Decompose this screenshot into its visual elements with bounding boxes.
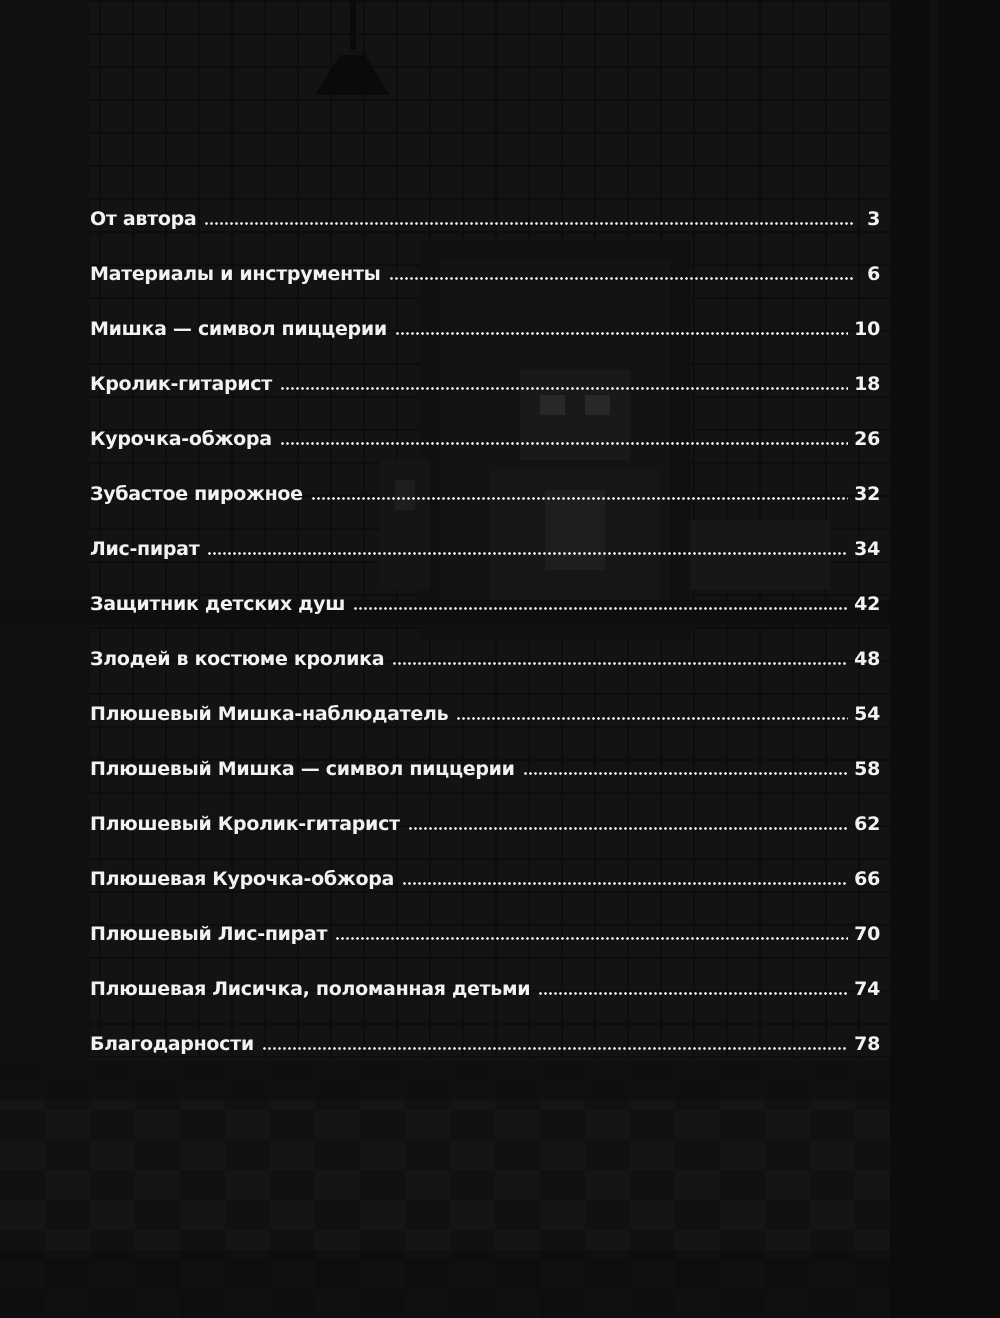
toc-entry[interactable] xyxy=(90,341,880,396)
toc-entry[interactable] xyxy=(90,286,880,341)
dot-leader xyxy=(280,387,848,390)
toc-entry-title: Плюшевый Кролик-гитарист xyxy=(90,813,400,835)
toc-entry-page: 48 xyxy=(854,648,880,670)
toc-entry-page: 10 xyxy=(854,318,880,340)
toc-entry[interactable] xyxy=(90,1001,880,1056)
dot-leader xyxy=(523,772,848,775)
toc-entry-page: 58 xyxy=(854,758,880,780)
dot-leader xyxy=(353,607,848,610)
toc-entry[interactable] xyxy=(90,451,880,506)
toc-entry[interactable] xyxy=(90,506,880,561)
toc-entry-title: Курочка-обжора xyxy=(90,428,272,450)
dot-leader xyxy=(207,552,848,555)
dot-leader xyxy=(311,497,848,500)
toc-entry[interactable] xyxy=(90,176,880,231)
toc-entry-title: Материалы и инструменты xyxy=(90,263,381,285)
dot-leader xyxy=(395,332,848,335)
toc-entry-title: От автора xyxy=(90,208,197,230)
dot-leader xyxy=(335,937,848,940)
toc-entry-page: 18 xyxy=(854,373,880,395)
toc-entry-title: Лис-пират xyxy=(90,538,200,560)
dot-leader xyxy=(408,827,848,830)
toc-entry-title: Плюшевый Мишка — символ пиццерии xyxy=(90,758,515,780)
toc-entry-title: Благодарности xyxy=(90,1033,254,1055)
dot-leader xyxy=(262,1047,848,1050)
dot-leader xyxy=(392,662,848,665)
toc-entry-page: 6 xyxy=(867,263,880,285)
toc-entry-title: Зубастое пирожное xyxy=(90,483,303,505)
toc-entry[interactable] xyxy=(90,396,880,451)
toc-entry[interactable] xyxy=(90,231,880,286)
toc-entry-page: 78 xyxy=(854,1033,880,1055)
toc-entry-title: Злодей в костюме кролика xyxy=(90,648,385,670)
toc-entry-page: 74 xyxy=(854,978,880,1000)
dot-leader xyxy=(280,442,848,445)
dot-leader xyxy=(402,882,848,885)
toc-entry-title: Плюшевый Лис-пират xyxy=(90,923,328,945)
toc-entry-title: Плюшевый Мишка-наблюдатель xyxy=(90,703,449,725)
toc-entry-page: 26 xyxy=(854,428,880,450)
toc-entry[interactable] xyxy=(90,726,880,781)
toc-entry[interactable] xyxy=(90,671,880,726)
toc-entry[interactable] xyxy=(90,616,880,671)
toc-entry-page: 34 xyxy=(854,538,880,560)
toc-entry[interactable] xyxy=(90,781,880,836)
toc-entry-page: 3 xyxy=(867,208,880,230)
dot-leader xyxy=(204,222,854,225)
toc-entry[interactable] xyxy=(90,946,880,1001)
dot-leader xyxy=(538,992,848,995)
toc-entry-title: Защитник детских душ xyxy=(90,593,346,615)
table-of-contents xyxy=(90,176,880,1056)
toc-entry[interactable] xyxy=(90,891,880,946)
toc-entry-title: Плюшевая Лисичка, поломанная детьми xyxy=(90,978,531,1000)
toc-entry-title: Кролик-гитарист xyxy=(90,373,272,395)
toc-entry-page: 70 xyxy=(854,923,880,945)
toc-entry-page: 62 xyxy=(854,813,880,835)
toc-entry-page: 42 xyxy=(854,593,880,615)
toc-entry-title: Мишка — символ пиццерии xyxy=(90,318,387,340)
dot-leader xyxy=(456,717,848,720)
dot-leader xyxy=(389,277,854,280)
toc-entry-page: 66 xyxy=(854,868,880,890)
toc-entry-title: Плюшевая Курочка-обжора xyxy=(90,868,395,890)
toc-entry-page: 54 xyxy=(854,703,880,725)
toc-entry[interactable] xyxy=(90,561,880,616)
toc-entry[interactable] xyxy=(90,836,880,891)
toc-entry-page: 32 xyxy=(854,483,880,505)
